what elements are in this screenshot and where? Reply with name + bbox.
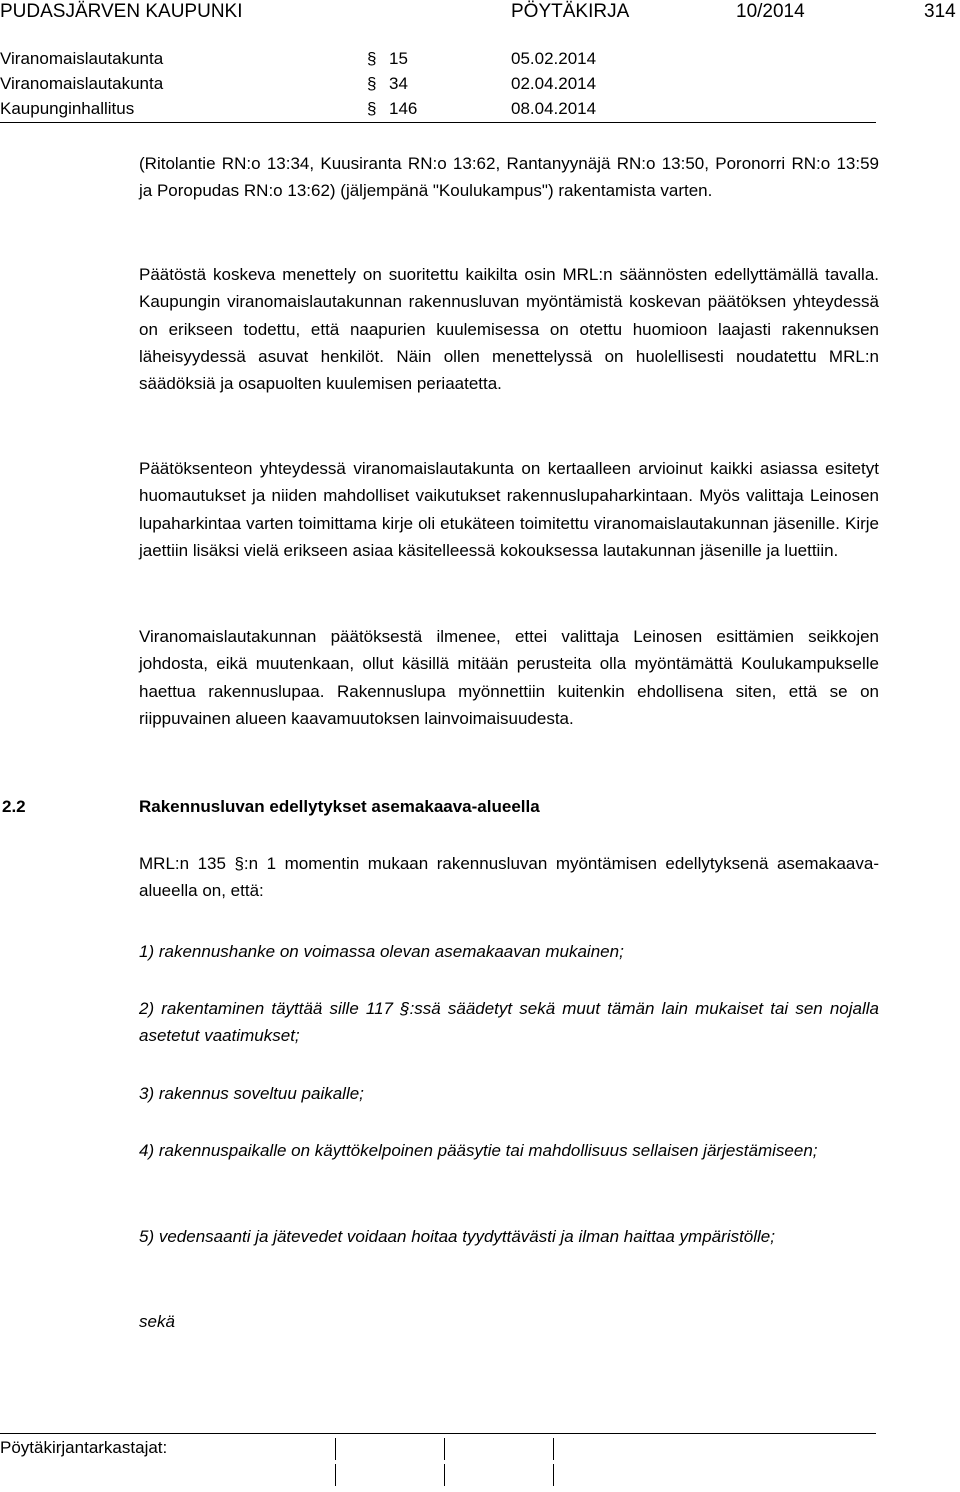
- section-number: 2.2: [2, 797, 26, 816]
- paragraph: (Ritolantie RN:o 13:34, Kuusiranta RN:o 13:62, Rantanyynäjä RN:o 13:50, Poronorri RN:o 13:59 ja Poropudas RN:o 13:62) (jäljempänä "Koulukampus") rakentamista varten.: [139, 154, 879, 201]
- organization-name: PUDASJÄRVEN KAUPUNKI: [0, 1, 243, 22]
- section-sign: §: [367, 49, 377, 68]
- signature-divider: [335, 1464, 336, 1486]
- meta-date: 05.02.2014: [511, 49, 597, 68]
- signature-divider: [444, 1438, 445, 1460]
- signature-divider: [444, 1464, 445, 1486]
- section-title: Rakennusluvan edellytykset asemakaava-alueella: [139, 797, 540, 816]
- condition-item: 5) vedensaanti ja jätevedet voidaan hoitaa tyydyttävästi ja ilman haittaa ympäristölle;: [139, 1227, 775, 1246]
- meta-date: 02.04.2014: [511, 74, 597, 93]
- signature-divider: [553, 1464, 554, 1486]
- section-sign: §: [367, 74, 377, 93]
- meta-body: Viranomaislautakunta: [0, 49, 164, 68]
- meta-body: Kaupunginhallitus: [0, 99, 135, 118]
- condition-item: sekä: [139, 1312, 175, 1331]
- signature-divider: [335, 1438, 336, 1460]
- meta-date: 08.04.2014: [511, 99, 597, 118]
- footer-divider: [0, 1433, 876, 1434]
- condition-item: 1) rakennushanke on voimassa olevan asemakaavan mukainen;: [139, 942, 624, 961]
- paragraph: Päätöstä koskeva menettely on suoritettu kaikilta osin MRL:n säännösten edellyttämällä tavalla. Kaupungin viranomaislautakunnan rakennusluvan myöntämistä koskevan päätöksen yhteydessä on erikseen todettu, että naapurien kuulemisessa on otettu huomioon laajasti rakennuksen läheisyydessä asuvat henkilöt. Näin ollen menettelyssä on huolellisesti noudatettu MRL:n säädöksiä ja osapuolten kuulemisen periaatetta.: [139, 265, 879, 394]
- footer-label: Pöytäkirjantarkastajat:: [0, 1438, 168, 1457]
- page-number: 314: [924, 1, 956, 22]
- header-divider: [0, 122, 876, 123]
- condition-item: 3) rakennus soveltuu paikalle;: [139, 1084, 364, 1103]
- meta-body: Viranomaislautakunta: [0, 74, 164, 93]
- meta-number: 34: [389, 74, 408, 93]
- paragraph: Viranomaislautakunnan päätöksestä ilmenee, ettei valittaja Leinosen esittämien seikkojen johdosta, eikä muutenkaan, ollut käsillä mitään perusteita olla myöntämättä Koulukampukselle haettua rakennuslupaa. Rakennuslupa myönnettiin kuitenkin ehdollisena siten, että se on riippuvainen alueen kaavamuutoksen lainvoimaisuudesta.: [139, 627, 879, 728]
- meta-number: 146: [389, 99, 418, 118]
- paragraph: Päätöksenteon yhteydessä viranomaislautakunta on kertaalleen arvioinut kaikki asiassa esitetyt huomautukset ja niiden mahdolliset vaikutukset rakennuslupaharkintaan. Myös valittaja Leinosen lupaharkintaa varten toimittama kirje oli etukäteen toimitettu viranomaislautakunnan jäsenille. Kirje jaettiin lisäksi vielä erikseen asiaa käsitelleessä kokouksessa lautakunnan jäsenille ja luettiin.: [139, 459, 879, 560]
- document-type: PÖYTÄKIRJA: [511, 1, 630, 22]
- section-sign: §: [367, 99, 377, 118]
- signature-divider: [553, 1438, 554, 1460]
- condition-item: 2) rakentaminen täyttää sille 117 §:ssä säädetyt sekä muut tämän lain mukaiset tai sen nojalla asetetut vaatimukset;: [139, 999, 879, 1046]
- condition-item: 4) rakennuspaikalle on käyttökelpoinen pääsytie tai mahdollisuus sellaisen järjestämiseen;: [139, 1141, 818, 1160]
- meta-number: 15: [389, 49, 408, 68]
- section-intro: MRL:n 135 §:n 1 momentin mukaan rakennusluvan myöntämisen edellytyksenä asemakaava-alueella on, että:: [139, 854, 879, 901]
- document-number: 10/2014: [736, 1, 805, 22]
